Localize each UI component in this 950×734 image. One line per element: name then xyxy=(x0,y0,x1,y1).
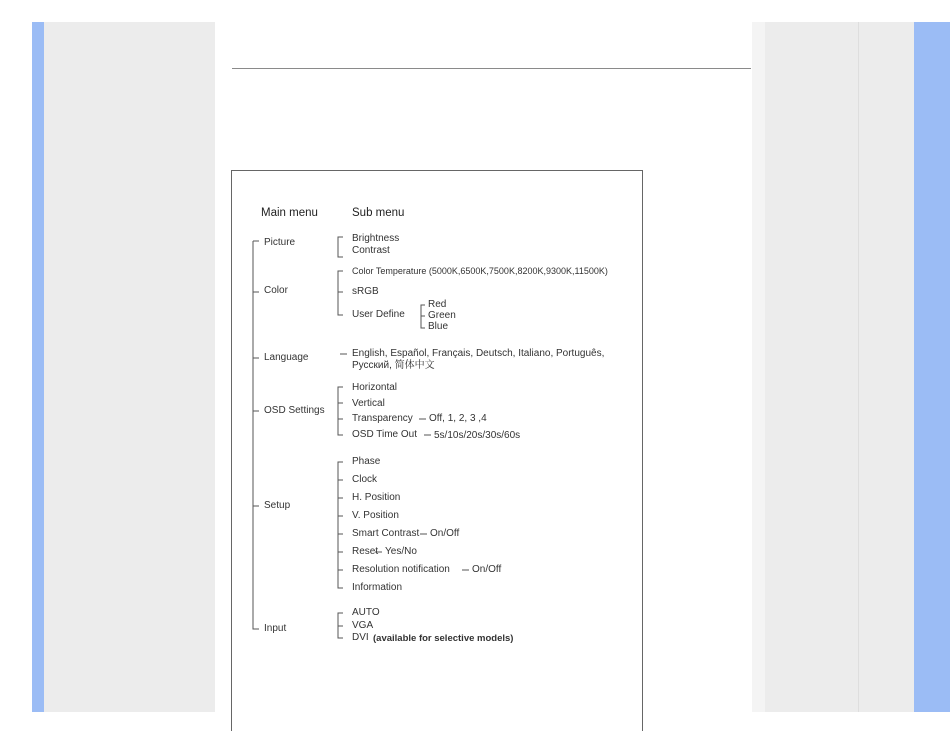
sub-osd-timeout-values: 5s/10s/20s/30s/60s xyxy=(434,430,521,441)
sub-blue: Blue xyxy=(428,321,449,332)
sub-resolution-notification: Resolution notification xyxy=(352,564,450,575)
sub-v-position: V. Position xyxy=(352,510,399,521)
horizontal-rule xyxy=(232,68,751,69)
right-accent-bar xyxy=(914,22,950,712)
sub-h-position: H. Position xyxy=(352,492,401,503)
sub-red: Red xyxy=(428,299,447,310)
sub-menu-header: Sub menu xyxy=(352,207,405,219)
sub-auto: AUTO xyxy=(352,607,380,618)
sub-language-list-line2: Русский, 简体中文 xyxy=(352,360,435,371)
sub-transparency: Transparency xyxy=(352,413,413,424)
sub-dvi-note: (available for selective models) xyxy=(373,633,514,644)
menu-osd-settings: OSD Settings xyxy=(264,405,325,416)
main-menu-header: Main menu xyxy=(261,207,318,219)
sub-brightness: Brightness xyxy=(352,233,400,244)
sub-user-define: User Define xyxy=(352,309,405,320)
sub-dvi: DVI xyxy=(352,632,369,643)
menu-setup: Setup xyxy=(264,500,291,511)
column-gap xyxy=(752,22,765,712)
sub-language-list-line1: English, Español, Français, Deutsch, Italiano, Português, xyxy=(352,348,605,359)
sub-srgb: sRGB xyxy=(352,286,379,297)
menu-language: Language xyxy=(264,352,309,363)
sub-vga: VGA xyxy=(352,620,374,631)
sub-contrast: Contrast xyxy=(352,245,390,256)
right-margin-2 xyxy=(858,22,915,712)
sub-osd-timeout: OSD Time Out xyxy=(352,429,418,440)
sub-vertical: Vertical xyxy=(352,398,385,409)
sub-reset-values: Yes/No xyxy=(385,546,417,557)
menu-picture: Picture xyxy=(264,237,296,248)
left-accent-bar xyxy=(32,22,44,712)
sub-horizontal: Horizontal xyxy=(352,382,398,393)
sub-color-temperature: Color Temperature (5000K,6500K,7500K,8200K,9300K,11500K) xyxy=(352,266,608,276)
menu-color: Color xyxy=(264,285,288,296)
sub-reset: Reset xyxy=(352,546,379,557)
sub-smart-contrast: Smart Contrast xyxy=(352,528,420,539)
sub-transparency-values: Off, 1, 2, 3 ,4 xyxy=(429,413,487,424)
sub-phase: Phase xyxy=(352,456,381,467)
osd-menu-tree-diagram xyxy=(231,170,643,731)
sub-information: Information xyxy=(352,582,403,593)
sub-green: Green xyxy=(428,310,456,321)
menu-input: Input xyxy=(264,623,287,634)
sub-smart-contrast-values: On/Off xyxy=(430,528,460,539)
tree-connector-lines xyxy=(232,171,642,731)
right-margin xyxy=(765,22,858,712)
sub-clock: Clock xyxy=(352,474,378,485)
sub-resolution-notification-values: On/Off xyxy=(472,564,502,575)
left-margin xyxy=(44,22,215,712)
